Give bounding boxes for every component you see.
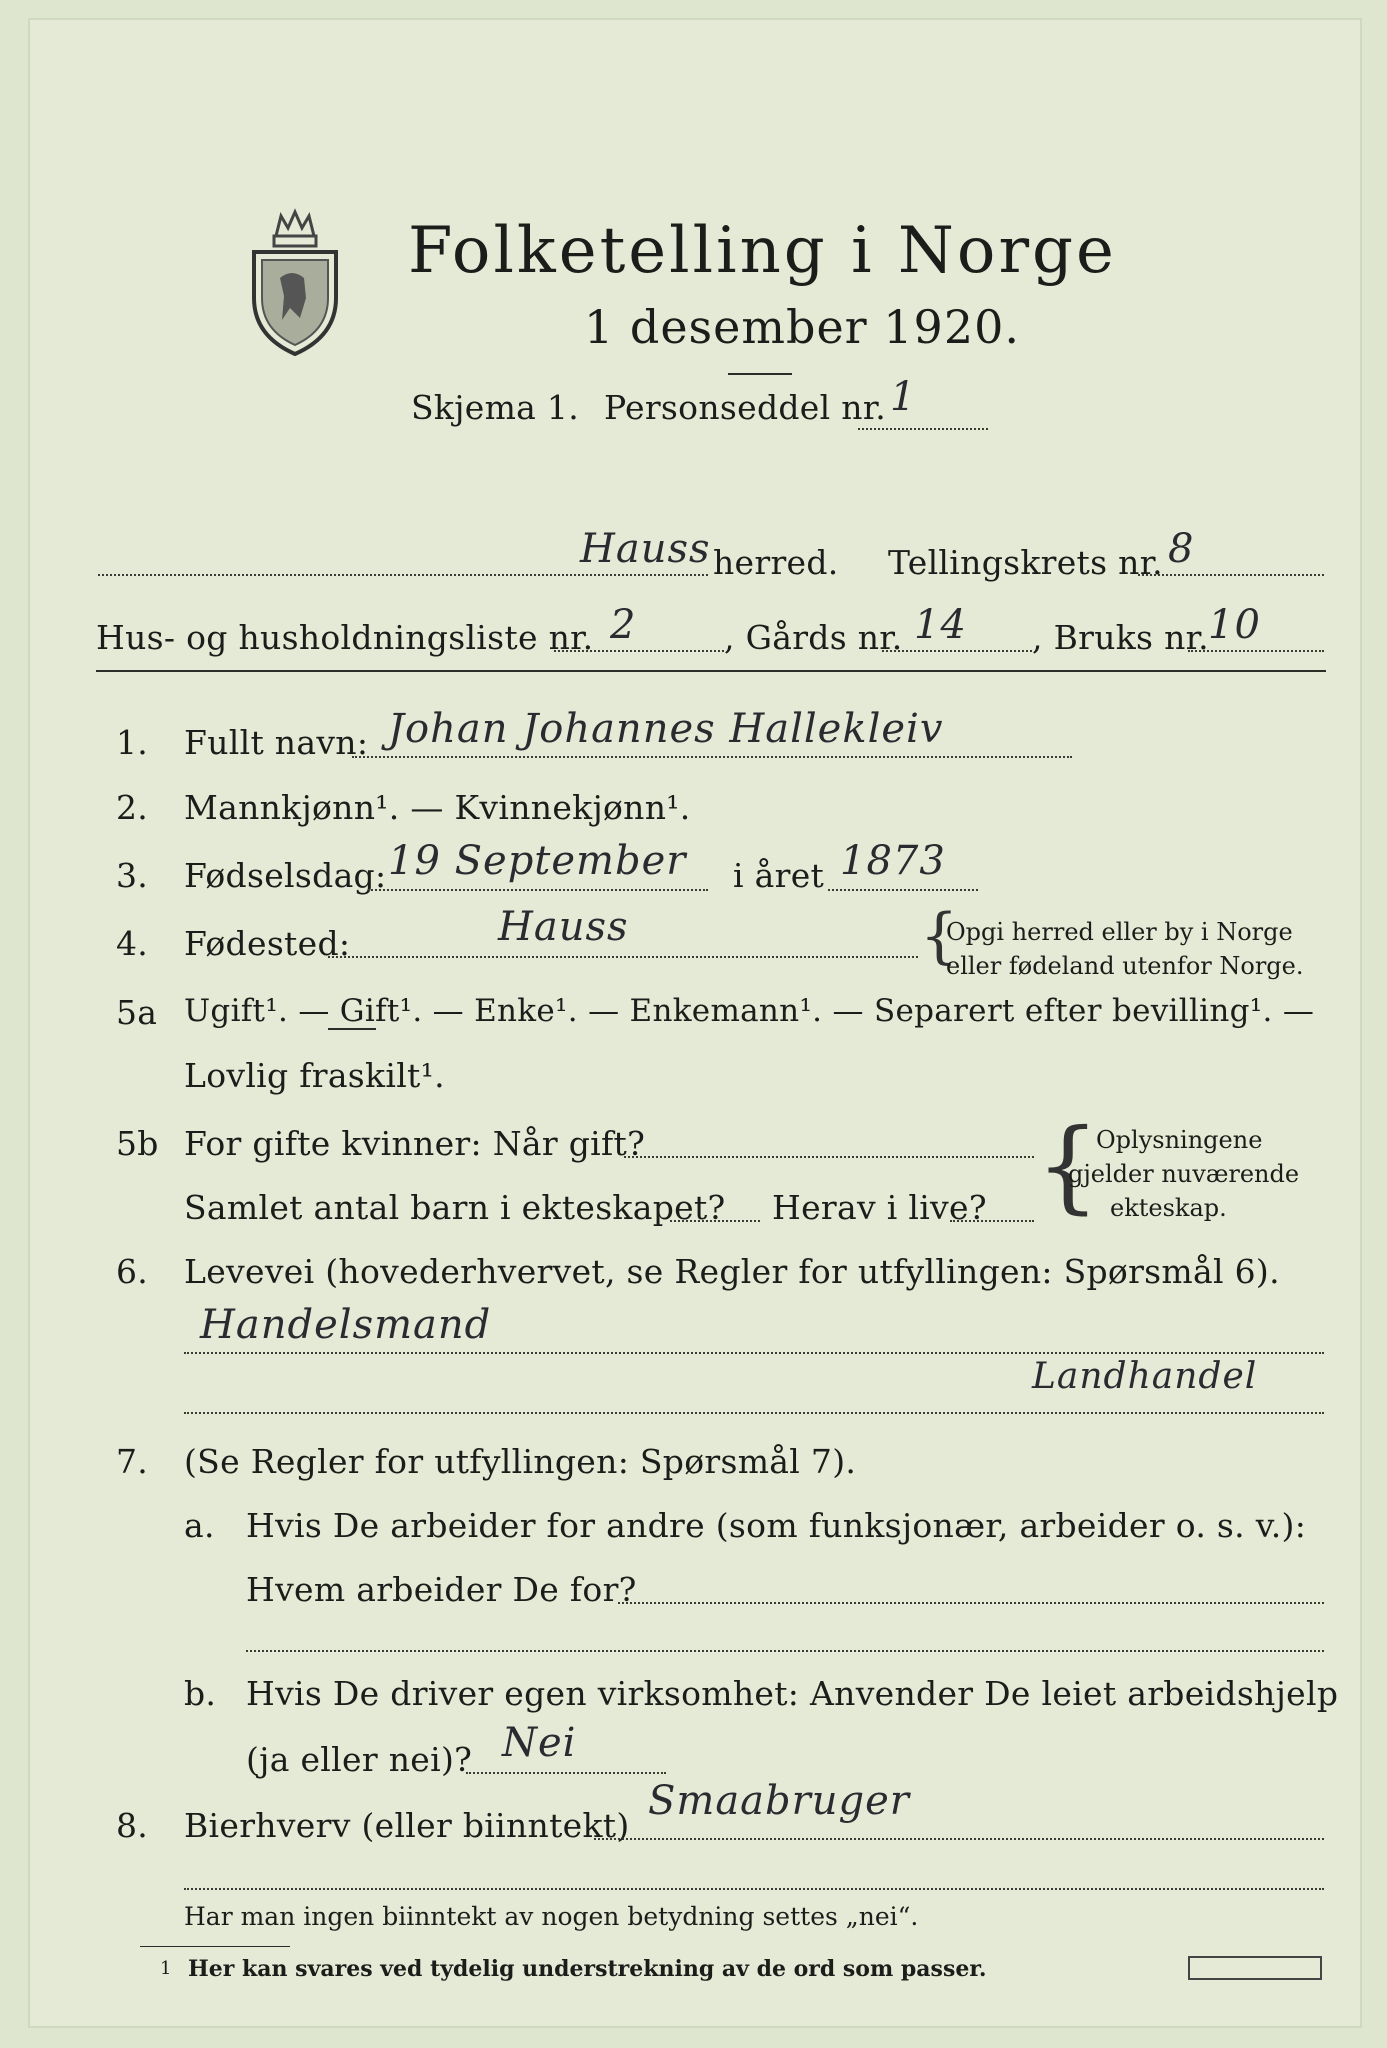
gards-value[interactable]: 14 xyxy=(914,602,967,648)
gards-label: , Gårds nr. xyxy=(724,618,903,657)
footer-note: Har man ingen biinntekt av nogen betydning settes „nei“. xyxy=(184,1902,919,1931)
hus-line xyxy=(554,650,724,652)
q5b-note-3: ekteskap. xyxy=(1110,1194,1227,1222)
bruks-line xyxy=(1188,650,1324,652)
q2-number: 2. xyxy=(116,788,149,827)
q7a-letter: a. xyxy=(184,1506,215,1545)
q8-line-1 xyxy=(594,1838,1324,1840)
q5b-alive-line xyxy=(950,1220,1034,1222)
q4-note-1: Opgi herred eller by i Norge xyxy=(946,918,1293,946)
q7b-label-1: Hvis De driver egen virksomhet: Anvender De leiet arbeidshjelp xyxy=(246,1674,1339,1713)
q5b-note-1: Oplysningene xyxy=(1096,1126,1263,1154)
q7a-line-2 xyxy=(246,1650,1324,1652)
tellingskrets-value[interactable]: 8 xyxy=(1168,526,1195,572)
q6-line-2 xyxy=(184,1412,1324,1414)
form-title: Folketelling i Norge xyxy=(408,214,1117,288)
q7b-line xyxy=(466,1772,666,1774)
bruks-label: , Bruks nr. xyxy=(1032,618,1209,657)
q1-label: Fullt navn: xyxy=(184,723,369,762)
personseddel-label: Personseddel nr. xyxy=(604,388,887,427)
q7b-value[interactable]: Nei xyxy=(502,1720,577,1766)
q6-number: 6. xyxy=(116,1252,149,1291)
q6-label: Levevei (hovederhvervet, se Regler for utfyllingen: Spørsmål 6). xyxy=(184,1252,1280,1291)
q3-number: 3. xyxy=(116,856,149,895)
q1-number: 1. xyxy=(116,723,149,762)
q3-line xyxy=(368,889,708,891)
hus-value[interactable]: 2 xyxy=(610,602,637,648)
q7b-label-2: (ja eller nei)? xyxy=(246,1740,473,1779)
q3-value[interactable]: 19 September xyxy=(388,838,687,884)
q3-year-label: i året xyxy=(733,856,825,895)
q4-brace: { xyxy=(920,901,959,971)
header-rule xyxy=(96,670,1326,672)
skjema-label: Skjema 1. xyxy=(411,388,580,427)
q7-label: (Se Regler for utfyllingen: Spørsmål 7). xyxy=(184,1442,857,1481)
census-form xyxy=(28,18,1362,2028)
q2-label: Mannkjønn¹. — Kvinnekjønn¹. xyxy=(184,788,691,827)
q6-value-2[interactable]: Landhandel xyxy=(1032,1356,1258,1397)
q5b-label-1: For gifte kvinner: Når gift? xyxy=(184,1124,646,1163)
q1-value[interactable]: Johan Johannes Hallekleiv xyxy=(388,706,944,752)
title-divider xyxy=(728,373,792,375)
q5a-number: 5a xyxy=(116,993,158,1032)
q7a-label-1: Hvis De arbeider for andre (som funksjonær, arbeider o. s. v.): xyxy=(246,1506,1307,1545)
q5b-label-3: Herav i live? xyxy=(772,1188,987,1227)
q3-label: Fødselsdag: xyxy=(184,856,387,895)
q5a-gift-underline xyxy=(328,1028,376,1030)
q3-year-value[interactable]: 1873 xyxy=(840,838,946,884)
q5b-brace: { xyxy=(1036,1107,1100,1224)
hus-label: Hus- og husholdningsliste nr. xyxy=(96,618,594,657)
q5b-label-2: Samlet antal barn i ekteskapet? xyxy=(184,1188,726,1227)
personseddel-line xyxy=(858,428,988,430)
printer-stamp xyxy=(1188,1956,1322,1980)
coat-of-arms-icon xyxy=(246,208,344,358)
gards-line xyxy=(882,650,1032,652)
q7a-line-1 xyxy=(618,1602,1324,1604)
q5a-label: Ugift¹. — Gift¹. — Enke¹. — Enkemann¹. — Separert efter bevilling¹. — xyxy=(184,993,1315,1029)
q5b-note-2: gjelder nuværende xyxy=(1068,1160,1300,1188)
q5b-married-line xyxy=(624,1156,1034,1158)
q6-line-1 xyxy=(184,1352,1324,1354)
q4-label: Fødested: xyxy=(184,924,351,963)
tellingskrets-label: Tellingskrets nr. xyxy=(888,543,1163,582)
bruks-value[interactable]: 10 xyxy=(1208,602,1261,648)
herred-line xyxy=(98,574,708,576)
q3-year-line xyxy=(828,889,978,891)
herred-value[interactable]: Hauss xyxy=(580,526,711,572)
q8-line-2 xyxy=(184,1888,1324,1890)
q6-value[interactable]: Handelsmand xyxy=(200,1302,492,1348)
tellingskrets-line xyxy=(1138,574,1324,576)
q4-line xyxy=(328,956,918,958)
form-date: 1 desember 1920. xyxy=(584,300,1020,354)
q4-number: 4. xyxy=(116,924,149,963)
q7b-letter: b. xyxy=(184,1674,217,1713)
footnote-text: Her kan svares ved tydelig understrekning av de ord som passer. xyxy=(188,1956,987,1982)
q7-number: 7. xyxy=(116,1442,149,1481)
q8-label: Bierhverv (eller biinntekt) xyxy=(184,1806,630,1845)
q7a-label-2: Hvem arbeider De for? xyxy=(246,1570,637,1609)
q8-number: 8. xyxy=(116,1806,149,1845)
q4-note-2: eller fødeland utenfor Norge. xyxy=(946,952,1304,980)
q4-value[interactable]: Hauss xyxy=(498,904,629,950)
q5b-number: 5b xyxy=(116,1124,159,1163)
herred-label: herred. xyxy=(713,543,839,582)
q1-line xyxy=(352,756,1072,758)
q5b-children-line xyxy=(670,1220,760,1222)
q5a-label-2: Lovlig fraskilt¹. xyxy=(184,1056,445,1095)
personseddel-value[interactable]: 1 xyxy=(890,374,917,420)
footnote-rule xyxy=(140,1946,290,1947)
q8-value[interactable]: Smaabruger xyxy=(648,1778,910,1824)
footnote-mark: 1 xyxy=(160,1958,172,1979)
